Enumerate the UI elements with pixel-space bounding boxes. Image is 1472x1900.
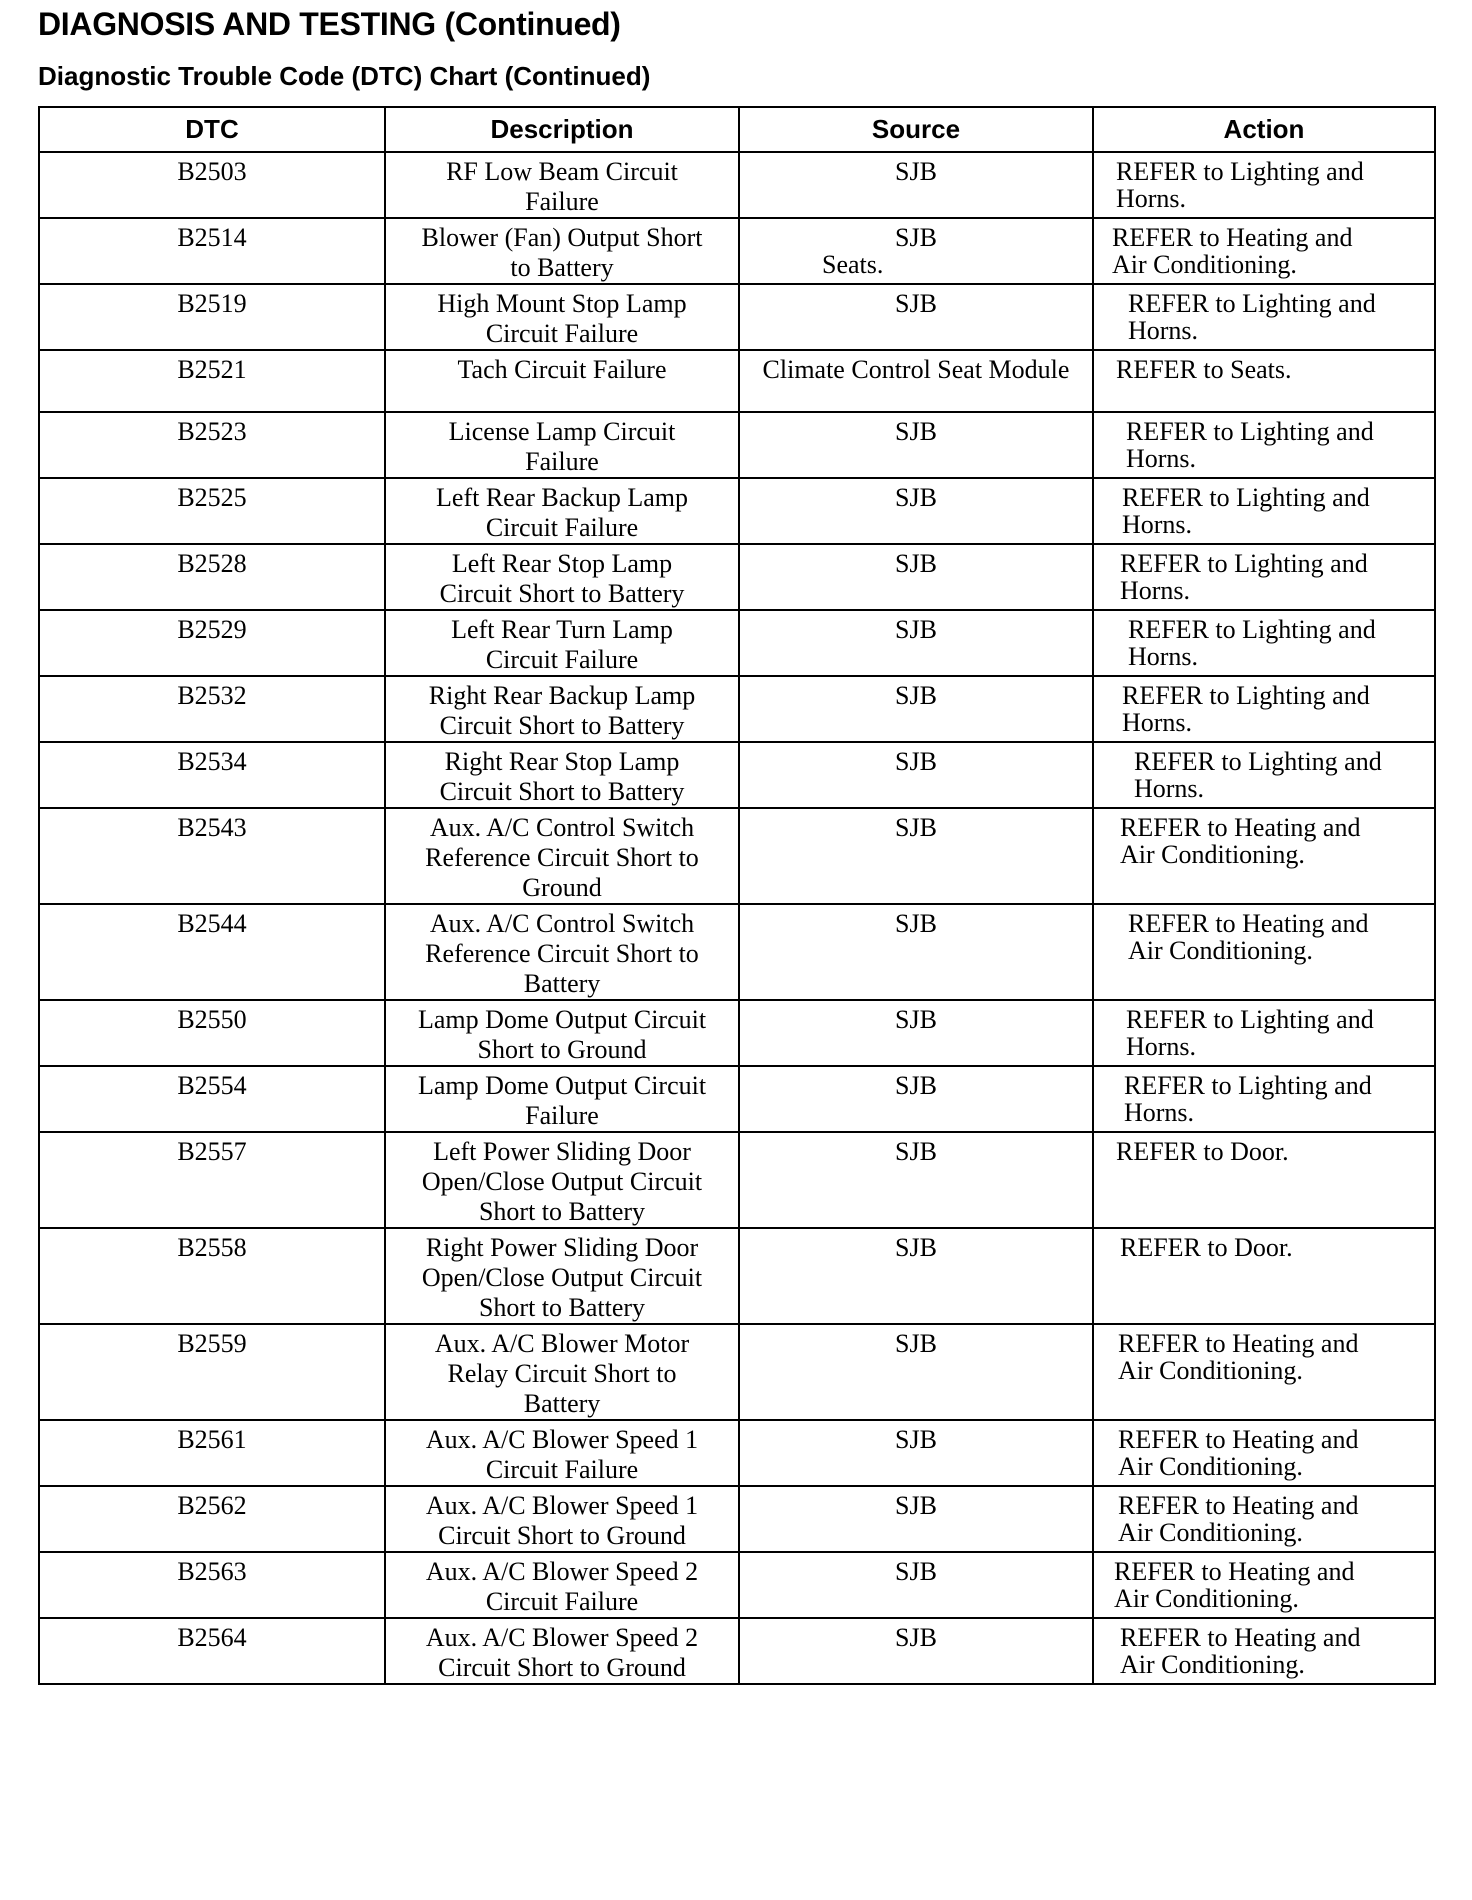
description-cell <box>385 808 739 904</box>
description-line: Left Rear Stop Lamp <box>451 549 673 578</box>
description-line: Left Power Sliding Door <box>433 1137 691 1166</box>
description-cell <box>385 218 739 284</box>
action-line: REFER to Lighting and <box>1128 615 1376 644</box>
table-row <box>39 412 1435 478</box>
source-cell <box>739 1066 1093 1132</box>
dtc-code-cell: B2557 <box>39 1132 385 1228</box>
dtc-code-cell: B2564 <box>39 1618 385 1684</box>
table-row <box>39 1618 1435 1684</box>
action-line: Horns. <box>1122 708 1193 737</box>
source-cell <box>739 1618 1093 1684</box>
table-row <box>39 1000 1435 1066</box>
description-line: Short to Battery <box>478 1293 646 1322</box>
action-line: Horns. <box>1126 1032 1197 1061</box>
dtc-code-cell: B2561 <box>39 1420 385 1486</box>
dtc-code-cell: B2562 <box>39 1486 385 1552</box>
action-cell <box>1093 808 1435 904</box>
source-cell <box>739 1324 1093 1420</box>
description-line: Circuit Short to Ground <box>438 1653 686 1682</box>
action-line: REFER to Lighting and <box>1128 289 1376 318</box>
action-line: REFER to Lighting and <box>1122 483 1370 512</box>
action-cell <box>1093 1552 1435 1618</box>
description-line: Circuit Failure <box>485 645 639 674</box>
action-line: REFER to Heating and <box>1128 909 1369 938</box>
description-line: Failure <box>525 187 599 216</box>
action-line: REFER to Heating and <box>1118 1329 1359 1358</box>
action-line: Horns. <box>1126 444 1197 473</box>
action-line: REFER to Lighting and <box>1116 157 1364 186</box>
dtc-code-cell: B2521 <box>39 350 385 412</box>
action-line: REFER to Seats. <box>1116 355 1292 384</box>
source-text: SJB <box>895 483 937 512</box>
source-cell <box>739 218 1093 284</box>
action-line: Horns. <box>1122 510 1193 539</box>
action-line: Air Conditioning. <box>1112 250 1297 279</box>
action-cell <box>1093 412 1435 478</box>
description-line: Lamp Dome Output Circuit <box>417 1005 707 1034</box>
dtc-code-cell: B2532 <box>39 676 385 742</box>
source-text: SJB <box>895 615 937 644</box>
source-text: SJB <box>895 1137 937 1166</box>
description-line: Tach Circuit Failure <box>457 355 667 384</box>
action-cell <box>1093 1066 1435 1132</box>
description-cell <box>385 610 739 676</box>
source-text: SJB <box>895 909 937 938</box>
source-cell <box>739 544 1093 610</box>
description-cell <box>385 284 739 350</box>
action-line: REFER to Lighting and <box>1122 681 1370 710</box>
description-line: Circuit Short to Battery <box>439 579 685 608</box>
description-line: Aux. A/C Blower Speed 1 <box>425 1425 699 1454</box>
dtc-code-cell: B2514 <box>39 218 385 284</box>
description-line: Lamp Dome Output Circuit <box>417 1071 707 1100</box>
action-line: Horns. <box>1134 774 1205 803</box>
description-line: Short to Battery <box>478 1197 646 1226</box>
description-line: Failure <box>525 447 599 476</box>
description-line: Open/Close Output Circuit <box>421 1263 703 1292</box>
source-cell <box>739 1228 1093 1324</box>
source-cell <box>739 610 1093 676</box>
source-text: Climate Control Seat Module <box>762 355 1070 384</box>
table-row <box>39 284 1435 350</box>
description-line: Battery <box>523 969 601 998</box>
source-cell <box>739 1000 1093 1066</box>
description-line: License Lamp Circuit <box>448 417 676 446</box>
description-line: Right Rear Stop Lamp <box>444 747 680 776</box>
action-line: REFER to Heating and <box>1120 813 1361 842</box>
action-line: Horns. <box>1116 184 1187 213</box>
source-cell <box>739 1132 1093 1228</box>
action-line: Air Conditioning. <box>1120 1650 1305 1679</box>
description-line: Short to Ground <box>477 1035 647 1064</box>
table-row <box>39 1420 1435 1486</box>
description-line: Reference Circuit Short to <box>425 939 699 968</box>
column-header-source: Source <box>739 107 1093 152</box>
action-cell <box>1093 1132 1435 1228</box>
table-row <box>39 218 1435 284</box>
description-line: Aux. A/C Blower Speed 1 <box>425 1491 699 1520</box>
action-cell <box>1093 218 1435 284</box>
action-line: Horns. <box>1128 316 1199 345</box>
table-row <box>39 808 1435 904</box>
source-text: SJB <box>895 1005 937 1034</box>
source-text: SJB <box>895 813 937 842</box>
table-row <box>39 152 1435 218</box>
table-row <box>39 544 1435 610</box>
dtc-code-cell: B2558 <box>39 1228 385 1324</box>
source-cell <box>739 412 1093 478</box>
table-header-row <box>39 107 1435 152</box>
description-cell <box>385 1132 739 1228</box>
description-line: Right Rear Backup Lamp <box>428 681 696 710</box>
source-text: SJB <box>895 157 937 186</box>
dtc-table <box>38 106 1436 1685</box>
description-cell <box>385 676 739 742</box>
source-text: SJB <box>895 1623 937 1652</box>
description-cell <box>385 412 739 478</box>
table-row <box>39 350 1435 412</box>
action-cell <box>1093 742 1435 808</box>
action-line: Air Conditioning. <box>1128 936 1313 965</box>
action-line: REFER to Lighting and <box>1124 1071 1372 1100</box>
description-cell <box>385 1000 739 1066</box>
description-line: Reference Circuit Short to <box>425 843 699 872</box>
description-line: Left Rear Turn Lamp <box>451 615 673 644</box>
description-line: Aux. A/C Blower Speed 2 <box>425 1623 699 1652</box>
source-extra-text: Seats. <box>822 250 884 279</box>
action-line: REFER to Door. <box>1120 1233 1293 1262</box>
source-cell <box>739 676 1093 742</box>
action-cell <box>1093 610 1435 676</box>
source-cell <box>739 904 1093 1000</box>
action-cell <box>1093 1000 1435 1066</box>
dtc-code-cell: B2550 <box>39 1000 385 1066</box>
dtc-code-cell: B2525 <box>39 478 385 544</box>
action-cell <box>1093 1324 1435 1420</box>
description-line: Relay Circuit Short to <box>447 1359 677 1388</box>
dtc-code-cell: B2503 <box>39 152 385 218</box>
action-cell <box>1093 1228 1435 1324</box>
page-title: DIAGNOSIS AND TESTING (Continued) <box>38 6 621 42</box>
source-text: SJB <box>895 223 937 252</box>
source-text: SJB <box>895 1425 937 1454</box>
description-line: Circuit Short to Battery <box>439 711 685 740</box>
source-text: SJB <box>895 549 937 578</box>
table-row <box>39 610 1435 676</box>
description-cell <box>385 152 739 218</box>
description-cell <box>385 742 739 808</box>
action-line: REFER to Lighting and <box>1126 417 1374 446</box>
dtc-code-cell: B2559 <box>39 1324 385 1420</box>
description-line: Aux. A/C Blower Motor <box>434 1329 690 1358</box>
action-line: REFER to Heating and <box>1120 1623 1361 1652</box>
description-line: to Battery <box>510 253 614 282</box>
source-cell <box>739 808 1093 904</box>
dtc-code-cell: B2528 <box>39 544 385 610</box>
description-cell <box>385 544 739 610</box>
dtc-code-cell: B2519 <box>39 284 385 350</box>
source-text: SJB <box>895 1557 937 1586</box>
action-cell <box>1093 350 1435 412</box>
column-header-action: Action <box>1093 107 1435 152</box>
column-header-dtc: DTC <box>39 107 385 152</box>
source-cell <box>739 284 1093 350</box>
description-cell <box>385 478 739 544</box>
action-cell <box>1093 152 1435 218</box>
description-cell <box>385 1486 739 1552</box>
table-row <box>39 742 1435 808</box>
description-line: Aux. A/C Blower Speed 2 <box>425 1557 699 1586</box>
description-line: Circuit Failure <box>485 1455 639 1484</box>
action-cell <box>1093 904 1435 1000</box>
description-cell <box>385 904 739 1000</box>
description-cell <box>385 1324 739 1420</box>
dtc-code-cell: B2523 <box>39 412 385 478</box>
action-line: REFER to Lighting and <box>1126 1005 1374 1034</box>
source-cell <box>739 742 1093 808</box>
column-header-description: Description <box>385 107 739 152</box>
description-line: Circuit Short to Battery <box>439 777 685 806</box>
description-line: Circuit Failure <box>485 319 639 348</box>
action-line: Air Conditioning. <box>1120 840 1305 869</box>
action-line: REFER to Lighting and <box>1120 549 1368 578</box>
table-row <box>39 1552 1435 1618</box>
dtc-code-cell: B2563 <box>39 1552 385 1618</box>
source-text: SJB <box>895 417 937 446</box>
source-text: SJB <box>895 681 937 710</box>
description-cell <box>385 1228 739 1324</box>
action-cell <box>1093 284 1435 350</box>
source-cell <box>739 152 1093 218</box>
action-line: REFER to Heating and <box>1112 223 1353 252</box>
action-line: Air Conditioning. <box>1118 1452 1303 1481</box>
table-row <box>39 1132 1435 1228</box>
dtc-code-cell: B2529 <box>39 610 385 676</box>
description-line: Failure <box>525 1101 599 1130</box>
description-line: Ground <box>522 873 602 902</box>
action-line: REFER to Heating and <box>1114 1557 1355 1586</box>
table-row <box>39 676 1435 742</box>
source-text: SJB <box>895 1233 937 1262</box>
action-cell <box>1093 1486 1435 1552</box>
table-row <box>39 904 1435 1000</box>
action-cell <box>1093 1618 1435 1684</box>
dtc-table-body <box>39 152 1435 1684</box>
table-row <box>39 1324 1435 1420</box>
dtc-code-cell: B2554 <box>39 1066 385 1132</box>
action-line: REFER to Lighting and <box>1134 747 1382 776</box>
source-cell <box>739 350 1093 412</box>
source-text: SJB <box>895 1491 937 1520</box>
source-text: SJB <box>895 1071 937 1100</box>
description-cell <box>385 1420 739 1486</box>
description-line: Circuit Failure <box>485 513 639 542</box>
action-cell <box>1093 544 1435 610</box>
description-line: Aux. A/C Control Switch <box>429 813 695 842</box>
table-row <box>39 1228 1435 1324</box>
source-text: SJB <box>895 1329 937 1358</box>
source-text: SJB <box>895 747 937 776</box>
action-line: REFER to Door. <box>1116 1137 1289 1166</box>
action-line: Horns. <box>1120 576 1191 605</box>
action-line: Air Conditioning. <box>1118 1356 1303 1385</box>
description-cell <box>385 350 739 412</box>
dtc-code-cell: B2534 <box>39 742 385 808</box>
action-line: REFER to Heating and <box>1118 1491 1359 1520</box>
description-cell <box>385 1552 739 1618</box>
action-line: Horns. <box>1124 1098 1195 1127</box>
source-cell <box>739 1552 1093 1618</box>
action-line: Horns. <box>1128 642 1199 671</box>
table-row <box>39 478 1435 544</box>
description-cell <box>385 1066 739 1132</box>
action-line: Air Conditioning. <box>1114 1584 1299 1613</box>
action-cell <box>1093 1420 1435 1486</box>
description-line: Aux. A/C Control Switch <box>429 909 695 938</box>
table-row <box>39 1486 1435 1552</box>
source-cell <box>739 1420 1093 1486</box>
description-line: Left Rear Backup Lamp <box>436 483 688 512</box>
source-cell <box>739 1486 1093 1552</box>
source-cell <box>739 478 1093 544</box>
description-line: Circuit Short to Ground <box>438 1521 686 1550</box>
source-text: SJB <box>895 289 937 318</box>
action-line: REFER to Heating and <box>1118 1425 1359 1454</box>
dtc-code-cell: B2543 <box>39 808 385 904</box>
action-cell <box>1093 676 1435 742</box>
description-line: High Mount Stop Lamp <box>437 289 687 318</box>
description-line: Circuit Failure <box>485 1587 639 1616</box>
table-row <box>39 1066 1435 1132</box>
description-line: Open/Close Output Circuit <box>421 1167 703 1196</box>
description-cell <box>385 1618 739 1684</box>
description-line: RF Low Beam Circuit <box>446 157 678 186</box>
section-subtitle: Diagnostic Trouble Code (DTC) Chart (Continued) <box>38 61 651 91</box>
description-line: Battery <box>523 1389 601 1418</box>
description-line: Blower (Fan) Output Short <box>421 223 703 252</box>
action-cell <box>1093 478 1435 544</box>
action-line: Air Conditioning. <box>1118 1518 1303 1547</box>
description-line: Right Power Sliding Door <box>425 1233 699 1262</box>
dtc-code-cell: B2544 <box>39 904 385 1000</box>
